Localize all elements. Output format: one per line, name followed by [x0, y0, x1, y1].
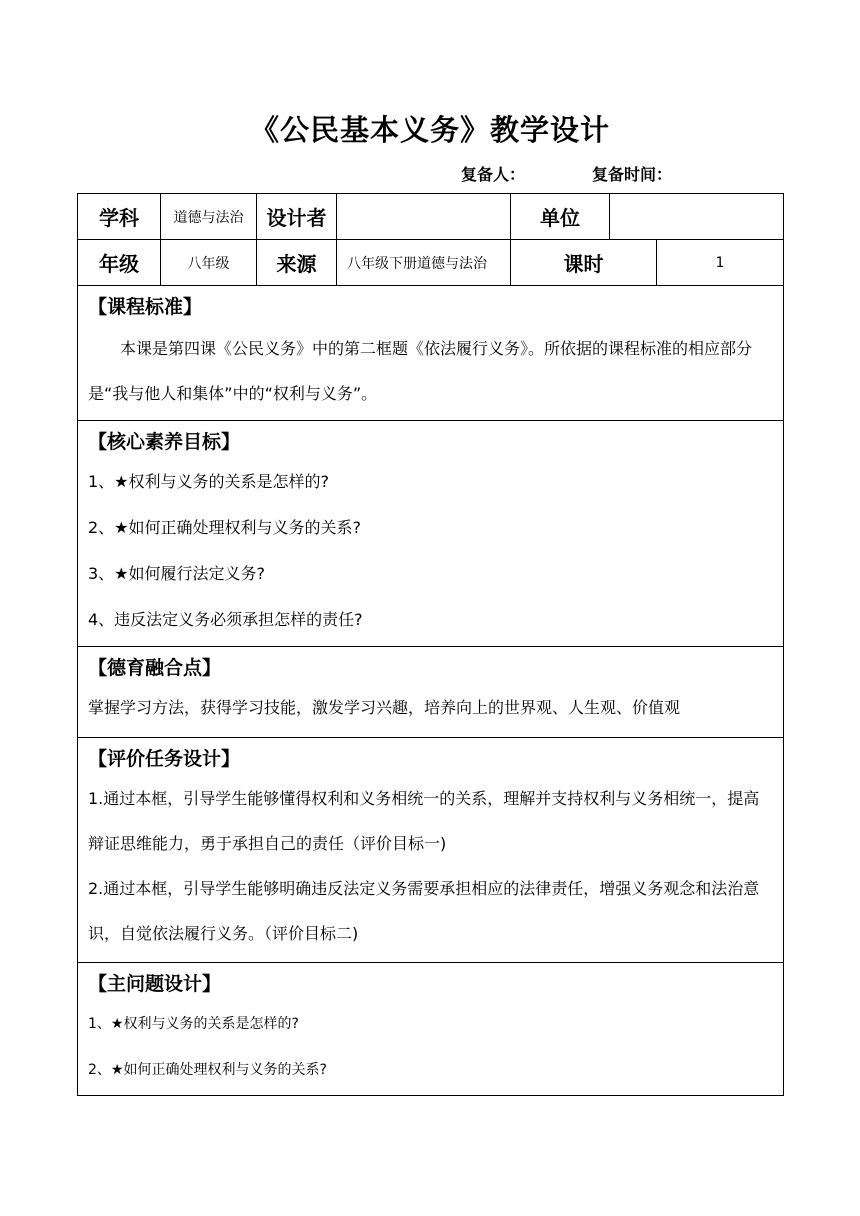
unit-label: 单位 — [511, 194, 610, 240]
literacy-item: 2、★如何正确处理权利与义务的关系? — [88, 518, 362, 537]
literacy-title: 【核心素养目标】 — [88, 431, 241, 453]
evaluation-title: 【评价任务设计】 — [88, 748, 241, 770]
unit-value — [610, 194, 784, 240]
moral-text: 掌握学习方法，获得学习技能，激发学习兴趣，培养向上的世界观、人生观、价值观 — [88, 698, 681, 717]
subject-label: 学科 — [78, 194, 161, 240]
standard-text: 本课是第四课《公民义务》中的第二框题《依法履行义务》。所依据的课程标准的相应部分是“我与他人和集体”中的“权利与义务”。 — [88, 339, 753, 403]
grade-value: 八年级 — [161, 240, 257, 286]
main-question-item: 1、★权利与义务的关系是怎样的? — [88, 1016, 299, 1032]
period-label: 课时 — [511, 240, 657, 286]
main-question-section — [78, 963, 784, 1096]
designer-value — [337, 194, 511, 240]
lesson-design-table — [77, 193, 784, 1096]
document-title: 《公民基本义务》教学设计 — [249, 113, 610, 147]
evaluation-item: 1.通过本框，引导学生能够懂得权利和义务相统一的关系，理解并支持权利与义务相统一，提高辩证思维能力，勇于承担自己的责任（评价目标一) — [88, 789, 760, 853]
source-value: 八年级下册道德与法治 — [337, 240, 511, 286]
literacy-section — [78, 421, 784, 647]
moral-section — [78, 647, 784, 738]
standard-title: 【课程标准】 — [88, 296, 203, 318]
designer-label: 设计者 — [257, 194, 337, 240]
source-label: 来源 — [257, 240, 337, 286]
info-row-2 — [78, 240, 784, 286]
period-value: 1 — [657, 240, 784, 286]
literacy-item: 4、违反法定义务必须承担怎样的责任? — [88, 610, 363, 629]
subject-value: 道德与法治 — [161, 194, 257, 240]
evaluation-section — [78, 738, 784, 963]
evaluation-item: 2.通过本框，引导学生能够明确违反法定义务需要承担相应的法律责任，增强义务观念和法治意识，自觉依法履行义务。（评价目标二) — [88, 879, 760, 943]
grade-label: 年级 — [78, 240, 161, 286]
main-question-title: 【主问题设计】 — [88, 973, 222, 995]
standard-section — [78, 286, 784, 421]
literacy-item: 1、★权利与义务的关系是怎样的? — [88, 472, 330, 491]
main-question-item: 2、★如何正确处理权利与义务的关系? — [88, 1062, 327, 1078]
literacy-item: 3、★如何履行法定义务? — [88, 564, 266, 583]
prep-time-label: 复备时间： — [592, 165, 673, 184]
info-row-1 — [78, 194, 784, 240]
moral-title: 【德育融合点】 — [88, 657, 222, 679]
prep-person-label: 复备人： — [461, 165, 526, 184]
